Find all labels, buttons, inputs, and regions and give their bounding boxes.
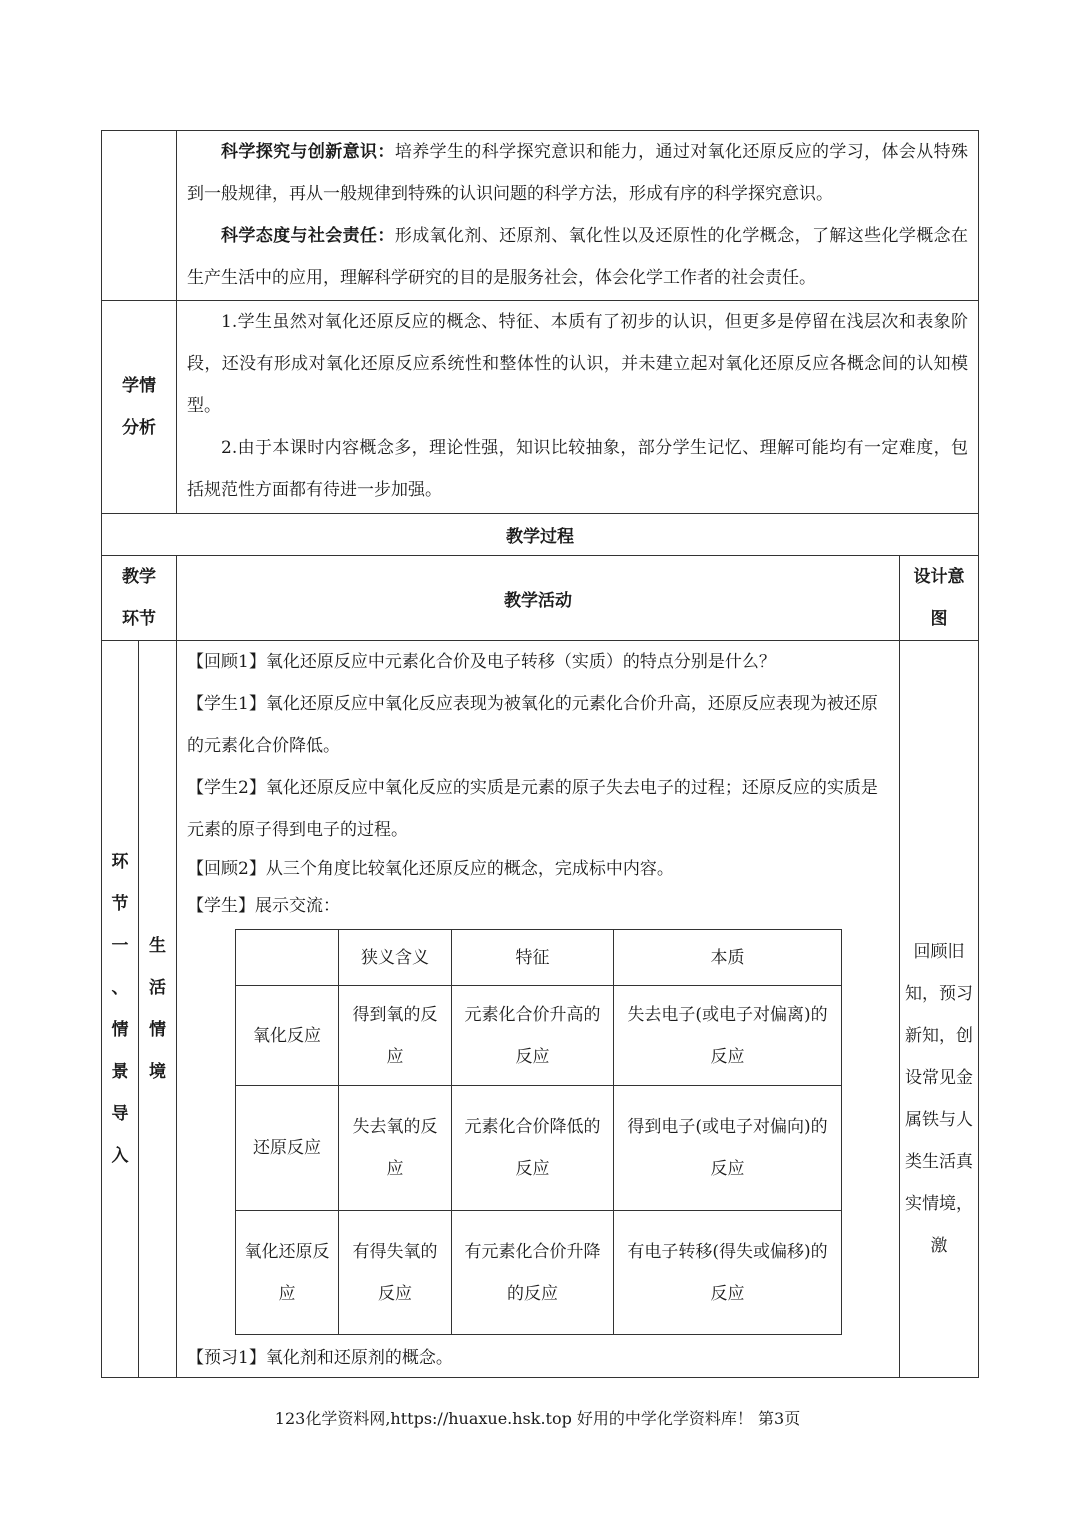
process-title-row bbox=[102, 514, 979, 556]
literacy-paragraph-2 bbox=[187, 215, 968, 299]
comparison-cell: 失去氧的反应 bbox=[339, 1086, 452, 1211]
student-analysis-row bbox=[102, 301, 979, 514]
student-analysis-content bbox=[177, 301, 979, 514]
header-stage-line-1: 教学 bbox=[122, 567, 156, 587]
comparison-header: 特征 bbox=[452, 930, 614, 986]
comparison-header-row bbox=[236, 930, 842, 986]
header-activity: 教学活动 bbox=[177, 556, 900, 641]
literacy-label-cell bbox=[102, 131, 177, 301]
comparison-cell: 有元素化合价升降的反应 bbox=[452, 1211, 614, 1335]
activity-line: 【学生1】氧化还原反应中氧化反应表现为被氧化的元素化合价升高，还原反应表现为被还原的元素化合价降低。 bbox=[187, 694, 878, 756]
stage1-sublabel-char: 境 bbox=[149, 1062, 166, 1082]
student-analysis-label bbox=[102, 301, 177, 514]
activity-line: 【回顾2】从三个角度比较氧化还原反应的概念，完成标中内容。 bbox=[187, 859, 674, 879]
process-title: 教学过程 bbox=[102, 514, 979, 556]
label-line-1: 学情 bbox=[122, 376, 156, 396]
label-line-2: 分析 bbox=[122, 418, 156, 438]
literacy-row bbox=[102, 131, 979, 301]
comparison-cell: 有得失氧的反应 bbox=[339, 1211, 452, 1335]
comparison-cell: 得到电子(或电子对偏向)的反应 bbox=[614, 1086, 842, 1211]
literacy-content bbox=[177, 131, 979, 301]
process-header-row bbox=[102, 556, 979, 641]
header-intent-line-2: 图 bbox=[930, 609, 948, 629]
lesson-plan-table bbox=[101, 130, 979, 1378]
analysis-paragraph-1: 1.学生虽然对氧化还原反应的概念、特征、本质有了初步的认识，但更多是停留在浅层次和表象阶段，还没有形成对氧化还原反应系统性和整体性的认识，并未建立起对氧化还原反应各概念间的认知模型。 bbox=[187, 312, 968, 416]
stage1-sublabel-char: 生 bbox=[149, 936, 166, 956]
comparison-cell: 有电子转移(得失或偏移)的反应 bbox=[614, 1211, 842, 1335]
stage1-label-char: 一 bbox=[111, 936, 129, 956]
analysis-paragraph-2: 2.由于本课时内容概念多，理论性强，知识比较抽象，部分学生记忆、理解可能均有一定难度，包括规范性方面都有待进一步加强。 bbox=[187, 438, 968, 500]
comparison-cell: 元素化合价升高的反应 bbox=[452, 986, 614, 1086]
stage1-label-char: 情 bbox=[111, 1020, 129, 1040]
stage1-label-char: 景 bbox=[111, 1062, 129, 1082]
stage1-label-char: 导 bbox=[111, 1104, 129, 1124]
literacy-text-1: 培养学生的科学探究意识和能力，通过对氧化还原反应的学习，体会从特殊到一般规律，再从一般规律到特殊的认识问题的科学方法，形成有序的科学探究意识。 bbox=[187, 142, 969, 204]
stage1-label-char: 、 bbox=[111, 978, 129, 998]
literacy-title-2: 科学态度与社会责任： bbox=[221, 226, 395, 246]
stage1-label-char: 环 bbox=[111, 852, 129, 872]
stage1-sublabel bbox=[139, 641, 177, 1378]
comparison-row bbox=[236, 986, 842, 1086]
activity-line: 【回顾1】氧化还原反应中元素化合价及电子转移（实质）的特点分别是什么？ bbox=[187, 652, 776, 672]
activity-line: 【学生2】氧化还原反应中氧化反应的实质是元素的原子失去电子的过程；还原反应的实质是元素的原子得到电子的过程。 bbox=[187, 778, 878, 840]
stage1-row bbox=[102, 641, 979, 1378]
comparison-row bbox=[236, 1086, 842, 1211]
stage1-label bbox=[102, 641, 139, 1378]
header-intent bbox=[900, 556, 979, 641]
stage1-sublabel-char: 活 bbox=[149, 978, 166, 998]
literacy-title-1: 科学探究与创新意识： bbox=[221, 142, 395, 162]
stage1-intent: 回顾旧知，预习新知，创设常见金属铁与人类生活真实情境，激 bbox=[900, 641, 979, 1378]
comparison-cell: 氧化反应 bbox=[236, 986, 339, 1086]
comparison-header: 本质 bbox=[614, 930, 842, 986]
header-stage bbox=[102, 556, 177, 641]
comparison-cell: 氧化还原反应 bbox=[236, 1211, 339, 1335]
comparison-table bbox=[235, 929, 842, 1335]
activity-line: 【学生】展示交流： bbox=[187, 896, 340, 916]
comparison-cell: 失去电子(或电子对偏离)的反应 bbox=[614, 986, 842, 1086]
header-intent-line-1: 设计意 bbox=[913, 567, 965, 587]
activity-line: 【预习1】氧化剂和还原剂的概念。 bbox=[187, 1348, 453, 1368]
comparison-cell: 还原反应 bbox=[236, 1086, 339, 1211]
comparison-header: 狭义含义 bbox=[339, 930, 452, 986]
comparison-header bbox=[236, 930, 339, 986]
stage1-activity bbox=[177, 641, 900, 1378]
comparison-cell: 元素化合价降低的反应 bbox=[452, 1086, 614, 1211]
stage1-label-char: 入 bbox=[111, 1146, 129, 1166]
page-footer: 123化学资料网,https://huaxue.hsk.top 好用的中学化学资料库！ 第3页 bbox=[274, 1409, 801, 1428]
comparison-row bbox=[236, 1211, 842, 1335]
comparison-cell: 得到氧的反应 bbox=[339, 986, 452, 1086]
literacy-paragraph-1 bbox=[187, 131, 968, 215]
header-stage-line-2: 环节 bbox=[122, 609, 156, 629]
literacy-text-2: 形成氧化剂、还原剂、氧化性以及还原性的化学概念，了解这些化学概念在生产生活中的应用，理解科学研究的目的是服务社会，体会化学工作者的社会责任。 bbox=[187, 226, 969, 288]
stage1-label-char: 节 bbox=[111, 894, 129, 914]
stage1-sublabel-char: 情 bbox=[149, 1020, 166, 1040]
